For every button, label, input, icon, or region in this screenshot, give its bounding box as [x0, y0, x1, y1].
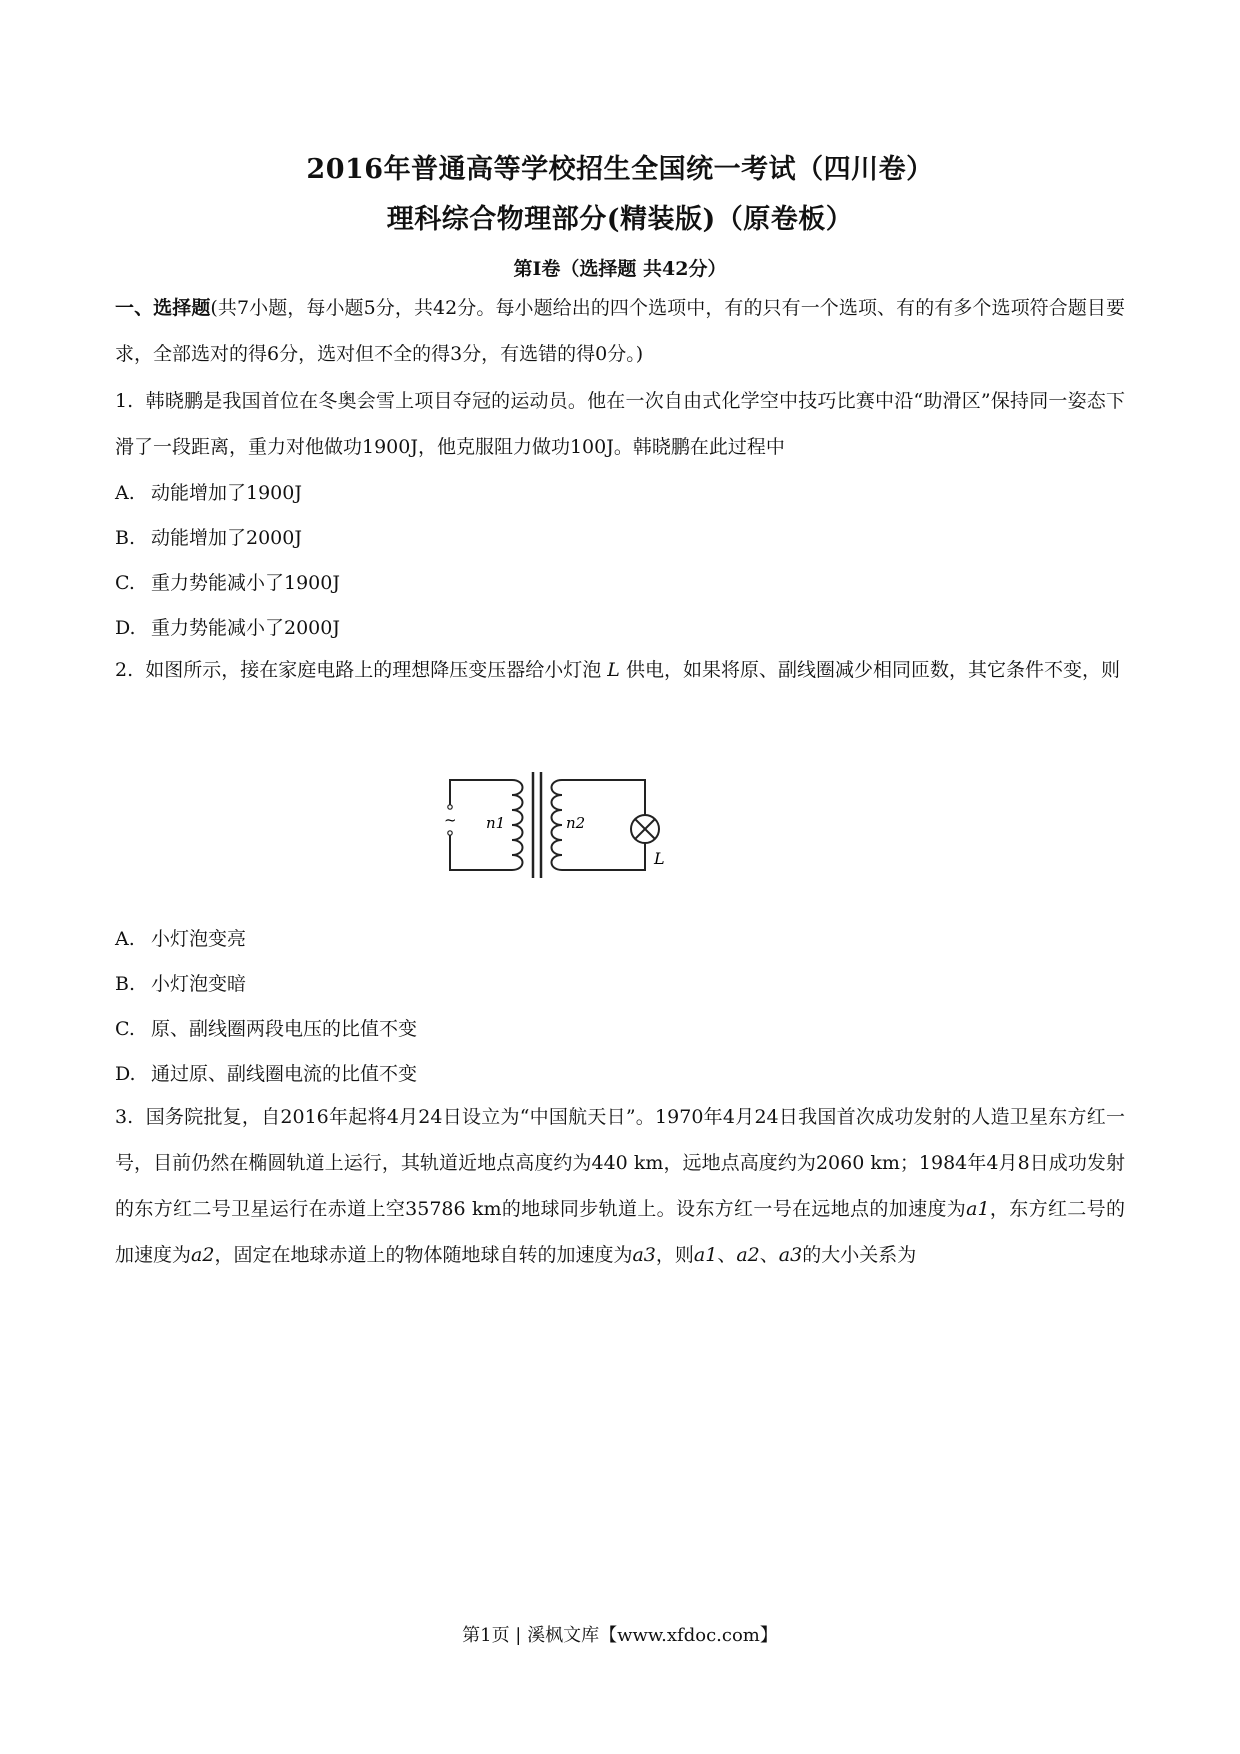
lamp-symbol: L	[607, 659, 620, 681]
var-a3: a3	[632, 1244, 656, 1266]
terminal-top	[448, 805, 452, 809]
option-1c: C. 重力势能减小了1900J	[115, 572, 340, 594]
terminal-bottom	[448, 831, 452, 835]
lamp-label: L	[654, 849, 665, 868]
secondary-coil-label: n2	[566, 814, 586, 832]
var-a1: a1	[693, 1244, 718, 1266]
option-1a: A. 动能增加了1900J	[115, 482, 302, 504]
exam-subtitle: 理科综合物理部分(精装版)（原卷板）	[386, 204, 854, 235]
question-number: 1.	[115, 390, 134, 412]
exam-title: 2016年普通高等学校招生全国统一考试（四川卷）	[306, 154, 934, 185]
option-2b: B. 小灯泡变暗	[115, 973, 247, 995]
question-3: 3. 国务院批复，自2016年起将4月24日设立为“中国航天日”。1970年4月24日我国首次成功发射的人造卫星东方红一号，目前仍然在椭圆轨道上运行，其轨道近地点高度约为440 km，远地点高度约为2060 km；1984年4月8日成功发射的东方红二号卫星运行在赤道上空35786 km的地球同步轨道上。设东方红一号在远地点的加速度为a1，东方红二号的加速度为a2，固定在地球赤道上的物体随地球自转的加速度为a3，则a1、a2、a3的大小关系为	[115, 1106, 1125, 1266]
option-1d: D. 重力势能减小了2000J	[115, 617, 340, 639]
question-text: 韩晓鹏是我国首位在冬奥会雪上项目夺冠的运动员。他在一次自由式化学空中技巧比赛中沿“助滑区”保持同一姿态下滑了一段距离，重力对他做功1900J，他克服阻力做功100J。韩晓鹏在此过程中	[115, 390, 1125, 458]
question-number: 3.	[115, 1106, 134, 1128]
transformer-circuit-diagram	[440, 770, 680, 885]
option-1b: B. 动能增加了2000J	[115, 527, 302, 549]
option-2d: D. 通过原、副线圈电流的比值不变	[115, 1063, 418, 1085]
section-heading: 第I卷（选择题 共42分）	[513, 258, 727, 280]
instructions-heading: 一、选择题	[115, 297, 211, 319]
option-2a: A. 小灯泡变亮	[115, 928, 247, 950]
option-2c: C. 原、副线圈两段电压的比值不变	[115, 1018, 418, 1040]
question-1	[115, 378, 1125, 470]
var-a2: a2	[191, 1244, 215, 1266]
question-2: 2. 如图所示，接在家庭电路上的理想降压变压器给小灯泡 L 供电，如果将原、副线圈减少相同匝数，其它条件不变，则	[115, 659, 1120, 681]
instructions	[115, 285, 1125, 377]
var-a1: a1	[966, 1198, 990, 1220]
instructions-text: (共7小题，每小题5分，共42分。每小题给出的四个选项中，有的只有一个选项、有的有多个选项符合题目要求，全部选对的得6分，选对但不全的得3分，有选错的得0分。)	[115, 297, 1125, 365]
question-number: 2.	[115, 659, 134, 681]
ac-source-symbol: ~	[444, 811, 457, 829]
primary-coil-label: n1	[486, 814, 506, 832]
page-footer: 第1页 | 溪枫文库【www.xfdoc.com】	[462, 1625, 778, 1646]
var-a2: a2	[736, 1244, 760, 1266]
var-a3: a3	[778, 1244, 803, 1266]
